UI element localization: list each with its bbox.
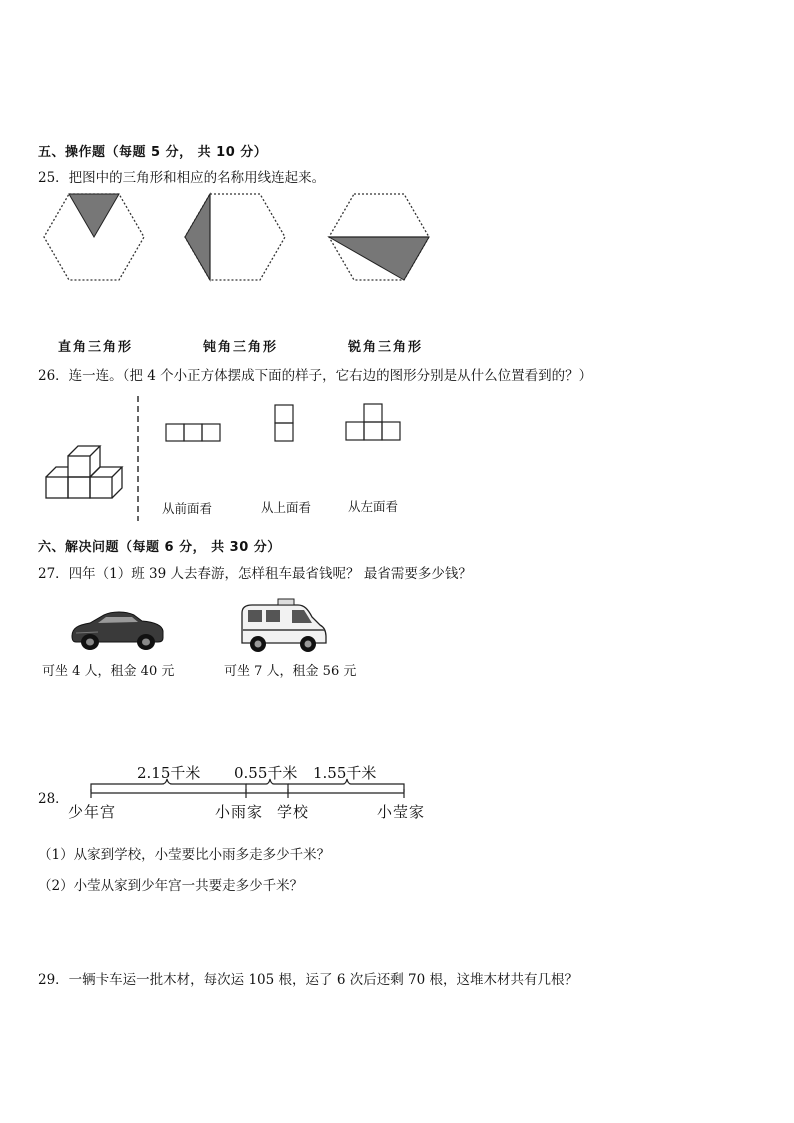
question-28-number: 28． (38, 791, 69, 807)
dashed-divider (136, 396, 140, 521)
question-28-sub-2: （2）小莹从家到少年宫一共要走多少千米？ (38, 878, 304, 894)
place-school: 学校 (277, 803, 310, 821)
hexagon-figure-1 (42, 192, 146, 282)
question-28-sub-1: （1）从家到学校，小莹要比小雨多走多少千米？ (38, 847, 331, 863)
label-top-view: 从上面看 (261, 500, 312, 515)
hexagon-figure-2 (183, 192, 287, 282)
place-xiaoyu-home: 小雨家 (215, 803, 264, 821)
question-25-text: 25．把图中的三角形和相应的名称用线连起来。 (38, 170, 326, 186)
triangle-shaded (69, 194, 119, 237)
question-26-text: 26．连一连。（把 4 个小正方体摆成下面的样子，它右边的图形分别是从什么位置看到的？） (38, 368, 593, 384)
label-acute-triangle: 锐角三角形 (348, 340, 424, 355)
van-image (238, 597, 328, 655)
left-view-figure (345, 403, 403, 443)
segment-label-1: 2.15千米 (137, 764, 201, 782)
question-29-text: 29．一辆卡车运一批木材，每次运 105 根，运了 6 次后还剩 70 根，这堆木材共有几根？ (38, 972, 578, 988)
distance-line-diagram (88, 776, 408, 802)
front-view-figure (165, 423, 223, 443)
triangle-shaded (329, 237, 429, 280)
section-6-heading: 六、解决问题（每题 6 分， 共 30 分） (38, 540, 281, 555)
question-27-text: 27．四年（1）班 39 人去春游，怎样租车最省钱呢？ 最省需要多少钱？ (38, 566, 472, 582)
triangle-shaded (185, 194, 210, 280)
top-view-figure (274, 404, 296, 442)
label-front-view: 从前面看 (162, 501, 213, 516)
label-left-view: 从左面看 (348, 499, 399, 514)
place-xiaoying-home: 小莹家 (377, 803, 426, 821)
segment-label-3: 1.55千米 (313, 764, 377, 782)
segment-label-2: 0.55千米 (234, 764, 298, 782)
car-caption: 可坐 4 人，租金 40 元 (42, 664, 175, 679)
place-youth-palace: 少年宫 (68, 803, 117, 821)
label-obtuse-triangle: 钝角三角形 (203, 340, 279, 355)
hexagon-figure-3 (327, 192, 431, 282)
van-caption: 可坐 7 人，租金 56 元 (224, 664, 357, 679)
car-image (68, 606, 166, 652)
label-right-triangle: 直角三角形 (58, 340, 134, 355)
section-5-heading: 五、操作题（每题 5 分， 共 10 分） (38, 145, 268, 160)
cube-stack-figure (44, 435, 134, 505)
